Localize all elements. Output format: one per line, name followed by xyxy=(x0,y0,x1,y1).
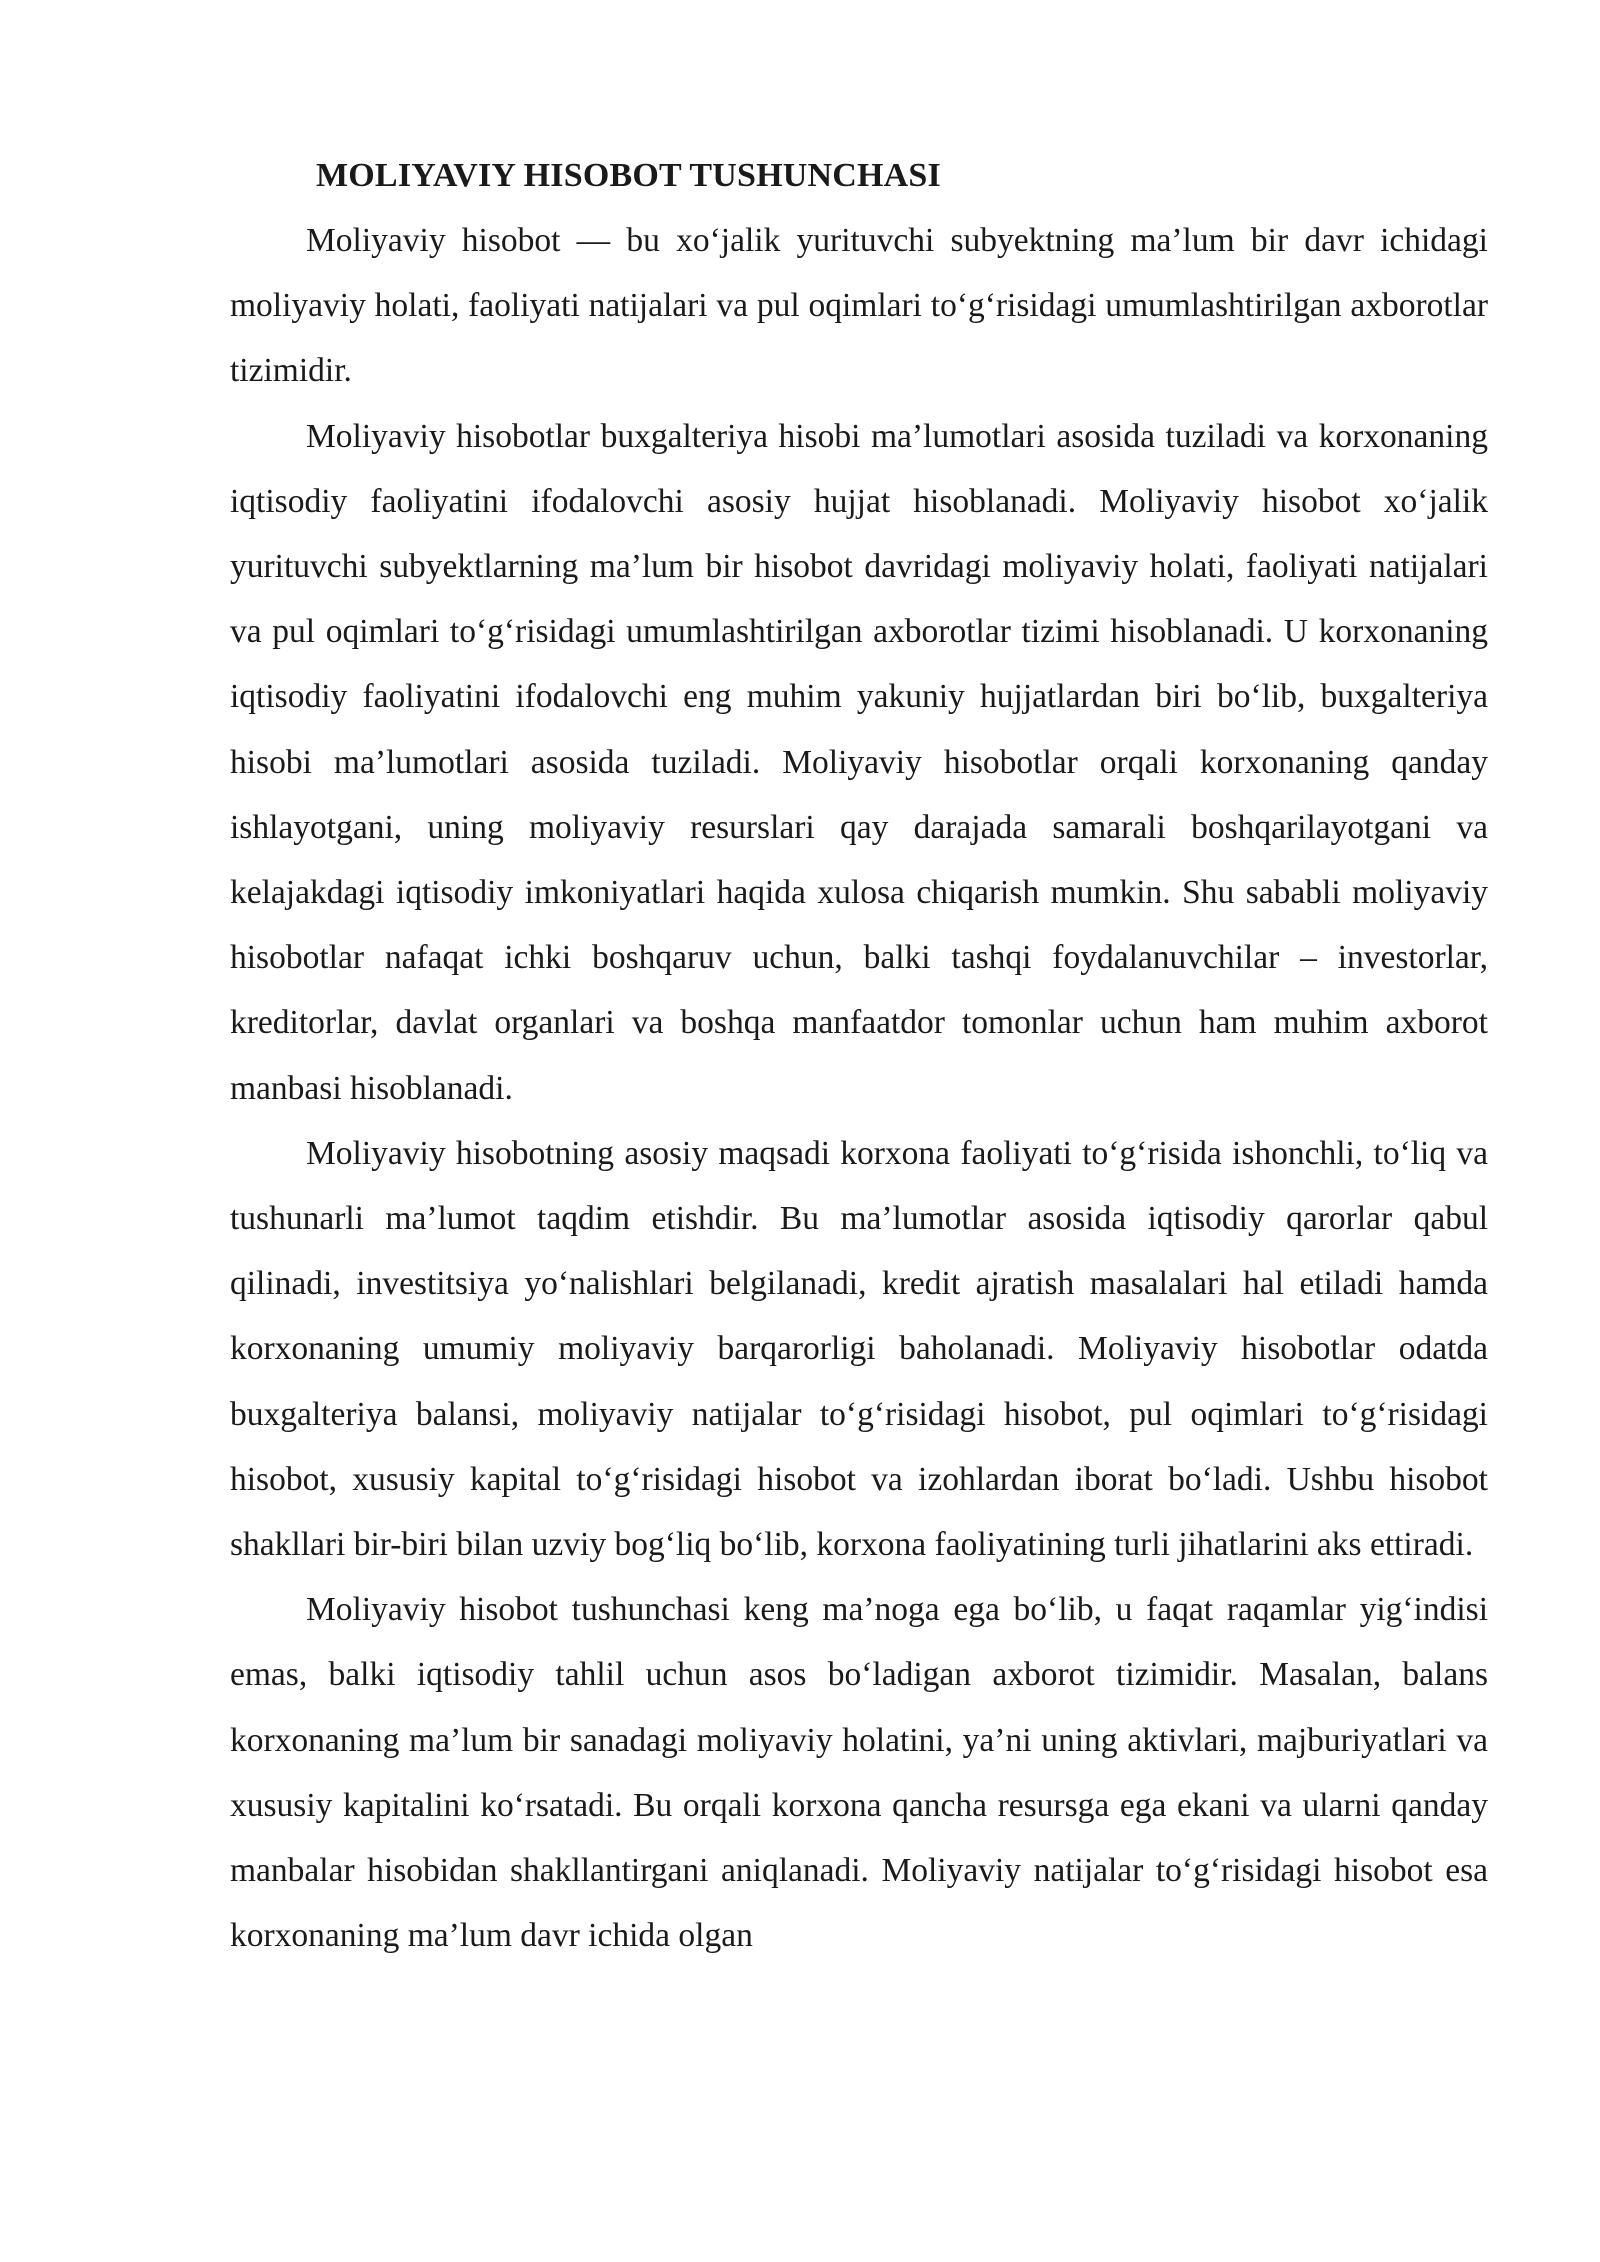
paragraph-overview: Moliyaviy hisobotlar buxgalteriya hisobi ma’lumotlari asosida tuziladi va korxonaning iqtisodiy faoliyatini ifodalovchi asosiy hujjat hisoblanadi. Moliyaviy hisobot xo‘jalik yurituvchi subyektlarning ma’lum bir hisobot davridagi moliyaviy holati, faoliyati natijalari va pul oqimlari to‘g‘risidagi umumlashtirilgan axborotlar tizimi hisoblanadi. U korxonaning iqtisodiy faoliyatini ifodalovchi eng muhim yakuniy hujjatlardan biri bo‘lib, buxgalteriya hisobi ma’lumotlari asosida tuziladi. Moliyaviy hisobotlar orqali korxonaning qanday ishlayotgani, uning moliyaviy resurslari qay darajada samarali boshqarilayotgani va kelajakdagi iqtisodiy imkoniyatlari haqida xulosa chiqarish mumkin. Shu sababli moliyaviy hisobotlar nafaqat ichki boshqaruv uchun, balki tashqi foydalanuvchilar – investorlar, kreditorlar, davlat organlari va boshqa manfaatdor tomonlar uchun ham muhim axborot manbasi hisoblanadi. xyxy=(230,417,1488,1107)
paragraph-concept: Moliyaviy hisobot tushunchasi keng ma’noga ega bo‘lib, u faqat raqamlar yig‘indisi emas, balki iqtisodiy tahlil uchun asos bo‘ladigan axborot tizimidir. Masalan, balans korxonaning ma’lum bir sanadagi moliyaviy holatini, ya’ni uning aktivlari, majburiyatlari va xususiy kapitalini ko‘rsatadi. Bu orqali korxona qancha resursga ega ekani va ularni qanday manbalar hisobidan shakllantirgani aniqlanadi. Moliyaviy natijalar to‘g‘risidagi hisobot esa korxonaning ma’lum davr ichida olgan xyxy=(230,1591,1488,1955)
paragraph-purpose: Moliyaviy hisobotning asosiy maqsadi korxona faoliyati to‘g‘risida ishonchli, to‘liq va tushunarli ma’lumot taqdim etishdir. Bu ma’lumotlar asosida iqtisodiy qarorlar qabul qilinadi, investitsiya yo‘nalishlari belgilanadi, kredit ajratish masalalari hal etiladi hamda korxonaning umumiy moliyaviy barqarorligi baholanadi. Moliyaviy hisobotlar odatda buxgalteriya balansi, moliyaviy natijalar to‘g‘risidagi hisobot, pul oqimlari to‘g‘risidagi hisobot, xususiy kapital to‘g‘risidagi hisobot va izohlardan iborat bo‘ladi. Ushbu hisobot shakllari bir-biri bilan uzviy bog‘liq bo‘lib, korxona faoliyatining turli jihatlarini aks ettiradi. xyxy=(230,1134,1488,1564)
document-page xyxy=(230,150,1488,1968)
paragraph-definition: Moliyaviy hisobot — bu xo‘jalik yurituvchi subyektning ma’lum bir davr ichidagi moliyaviy holati, faoliyati natijalari va pul oqimlari to‘g‘risidagi umumlashtirilgan axborotlar tizimidir. xyxy=(230,222,1488,390)
document-title: MOLIYAVIY HISOBOT TUSHUNCHASI xyxy=(316,157,941,194)
